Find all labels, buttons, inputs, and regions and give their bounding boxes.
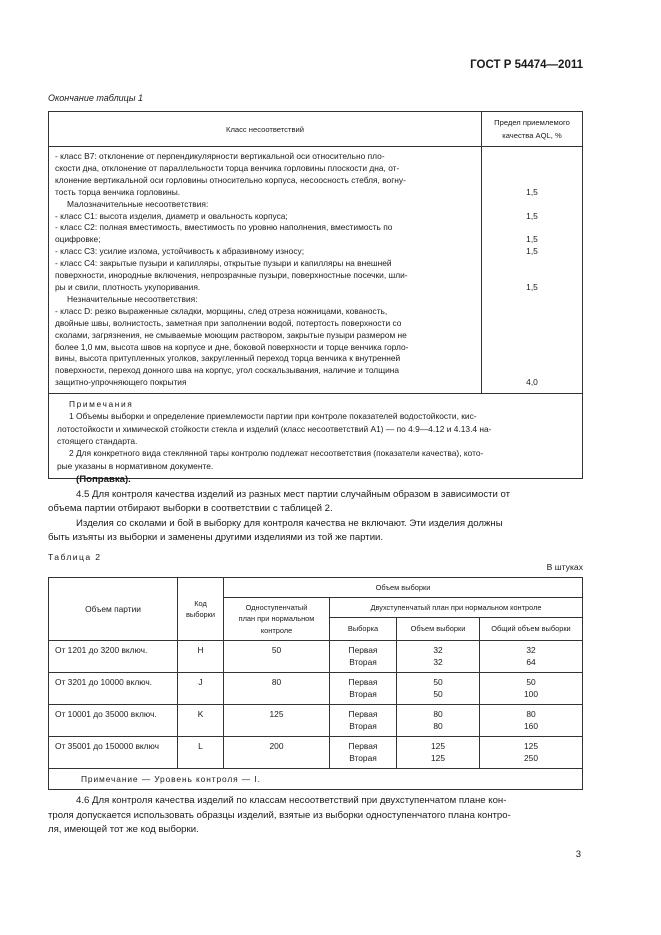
table2-caption: Таблица 2: [48, 552, 102, 562]
aql-value: 1,5: [526, 210, 538, 221]
table1-row: скости дна, отклонение от параллельности торца венчика горловины плоскости дна, от-: [55, 162, 400, 173]
aql-value: [482, 151, 582, 163]
t2-h-single: Одноступенчатый план при нормальном контроле: [224, 598, 330, 641]
table1-row: тость торца венчика горловины.: [55, 186, 181, 197]
para-line: 4.5 Для контроля качества изделий из разных мест партии случайным образом в зависимости от: [76, 488, 511, 500]
table-row: [49, 673, 583, 705]
table1-row: клонение вертикальной оси горловины относительно корпуса, несоосность стебля, вогну-: [55, 174, 406, 185]
t2-h-code: Код выборки: [178, 578, 224, 641]
single-plan: 200: [224, 737, 330, 769]
table1-row: - класс В7: отклонение от перпендикулярности вертикальной оси относительно пло-: [55, 151, 385, 161]
table1-row: - класс С1: высота изделия, диаметр и овальность корпуса;: [55, 210, 288, 221]
aql-value: 1,5: [526, 281, 538, 292]
para-line: ля, имеющей тот же код выборки.: [48, 824, 199, 836]
table-row: [49, 641, 583, 673]
sample-code: J: [178, 673, 224, 705]
aql-value: [482, 330, 582, 342]
aql-value: [482, 270, 582, 282]
aql-value: [482, 163, 582, 175]
lot-size: От 1201 до 3200 включ.: [49, 641, 178, 673]
lot-size: От 3201 до 10000 включ.: [49, 673, 178, 705]
table1-continuation: Окончание таблицы 1: [48, 93, 143, 103]
aql-value: [482, 258, 582, 270]
section-4-6: [48, 794, 583, 838]
total-volume: 32 64: [480, 641, 583, 673]
para-line: объема партии отбирают выборки в соответствии с таблицей 2.: [48, 503, 333, 515]
selection: Первая Вторая: [330, 705, 397, 737]
single-plan: 80: [224, 673, 330, 705]
table2-note: Примечание — Уровень контроля — I.: [49, 769, 583, 790]
t2-h-selection: Выборка: [330, 618, 397, 641]
page-number: 3: [575, 849, 581, 860]
sample-code: H: [178, 641, 224, 673]
t2-h-sample: Объем выборки: [224, 578, 583, 598]
table1-row: - класс С3: усилие излома, устойчивость к абразивному износу;: [55, 246, 305, 257]
aql-value: [482, 318, 582, 330]
table1-class-cell: [49, 147, 482, 394]
aql-value: 1,5: [526, 246, 538, 257]
table1-row: ры и свили, плотность укупоривания.: [55, 281, 201, 292]
aql-value: 1,5: [526, 234, 538, 245]
aql-value: [482, 294, 582, 306]
total-volume: 50 100: [480, 673, 583, 705]
aql-value: 4,0: [526, 377, 538, 388]
sample-volume: 80 80: [397, 705, 480, 737]
para-line: Изделия со сколами и бой в выборку для контроля качества не включают. Эти изделия должны: [76, 517, 503, 529]
table-row: [49, 705, 583, 737]
table1-row: Малозначительные несоответствия:: [67, 198, 209, 209]
total-volume: 80 160: [480, 705, 583, 737]
table2-unit: В штуках: [546, 562, 583, 572]
table1-row: двойные швы, волнистость, заметная при заполнении водой, потертость поверхности со: [55, 317, 402, 328]
t2-h-volume: Объем выборки: [397, 618, 480, 641]
selection: Первая Вторая: [330, 673, 397, 705]
table1-row: поверхности, переход донного шва на корпус, угол соскальзывания, наличие и толщина: [55, 365, 400, 376]
aql-value: [482, 365, 582, 377]
table-2: [48, 577, 583, 790]
table1-row: Незначительные несоответствия:: [67, 293, 198, 304]
note-line: 2 Для конкретного вида стеклянной тары контролю подлежат несоответствия (показатели качества), кото-: [69, 448, 484, 459]
table1-aql-cell: [482, 147, 583, 394]
note-line: стоящего стандарта.: [57, 436, 138, 447]
lot-size: От 35001 до 150000 включ: [49, 737, 178, 769]
total-volume: 125 250: [480, 737, 583, 769]
aql-value: [482, 353, 582, 365]
sample-volume: 50 50: [397, 673, 480, 705]
table-1: [48, 111, 583, 479]
table1-notes: [49, 394, 583, 479]
lot-size: От 10001 до 35000 включ.: [49, 705, 178, 737]
para-line: 4.6 Для контроля качества изделий по классам несоответствий при двухступенчатом плане кон-: [76, 795, 507, 806]
selection: Первая Вторая: [330, 641, 397, 673]
table1-row: сколами, загрязнения, не смываемые моющим раствором, закрытые пузыри размером не: [55, 329, 407, 340]
aql-value: [482, 222, 582, 234]
table1-row: поверхности, инородные включения, непрозрачные пузыри, поверхностные посечки, шли-: [55, 270, 408, 281]
aql-value: [482, 175, 582, 187]
note-line: 1 Объемы выборки и определение приемлемости партии при контроле показателей водостойкости, кис-: [69, 411, 477, 422]
single-plan: 125: [224, 705, 330, 737]
selection: Первая Вторая: [330, 737, 397, 769]
table-row: [49, 737, 583, 769]
t2-h-double: Двухступенчатый план при нормальном контроле: [330, 598, 583, 618]
table1-row: - класс С4: закрытые пузыри и капилляры, открытые пузыри и капилляры на внешней: [55, 258, 392, 269]
aql-value: [482, 306, 582, 318]
sample-code: L: [178, 737, 224, 769]
single-plan: 50: [224, 641, 330, 673]
note-line: рые указаны в нормативном документе.: [57, 460, 214, 471]
section-4-5: [48, 473, 583, 546]
sample-code: K: [178, 705, 224, 737]
document-header: ГОСТ Р 54474—2011: [470, 59, 583, 71]
notes-title: Примечания: [69, 399, 134, 410]
table1-col-class: Класс несоответствий: [49, 112, 482, 147]
note-line: лотостойкости и химической стойкости стекла и изделий (класс несоответствий А1) — по 4.9—4.12 и 4.13.4 на-: [57, 423, 492, 434]
para-line: быть изъяты из выборки и заменены другими изделиями из той же партии.: [48, 532, 384, 544]
table1-row: более 1,0 мм, высота швов на корпусе и дне, боковой поверхности и торце венчика горло-: [55, 341, 409, 352]
sample-volume: 125 125: [397, 737, 480, 769]
para-line: троля допускается использовать образцы изделий, взятые из выборки одноступенчатого плана контро-: [48, 809, 511, 821]
table1-row: - класс С2: полная вместимость, вместимость по уровню наполнения, вместимость по: [55, 222, 393, 233]
sample-volume: 32 32: [397, 641, 480, 673]
table1-row: вины, высота притупленных уголков, закругленный переход торца венчика к внутренней: [55, 353, 401, 364]
aql-value: [482, 199, 582, 211]
table1-row: защитно-упрочняющего покрытия: [55, 377, 187, 388]
table1-col-aql: Предел приемлемого качества AQL, %: [482, 112, 583, 147]
aql-value: 1,5: [526, 186, 538, 197]
table1-row: оцифровке;: [55, 234, 101, 245]
amendment: (Поправка).: [76, 474, 131, 485]
aql-value: [482, 342, 582, 354]
t2-h-total: Общий объем выборки: [480, 618, 583, 641]
table1-row: - класс D: резко выраженные складки, морщины, след отреза ножницами, кованость,: [55, 305, 388, 316]
t2-h-lot: Объем партии: [49, 578, 178, 641]
